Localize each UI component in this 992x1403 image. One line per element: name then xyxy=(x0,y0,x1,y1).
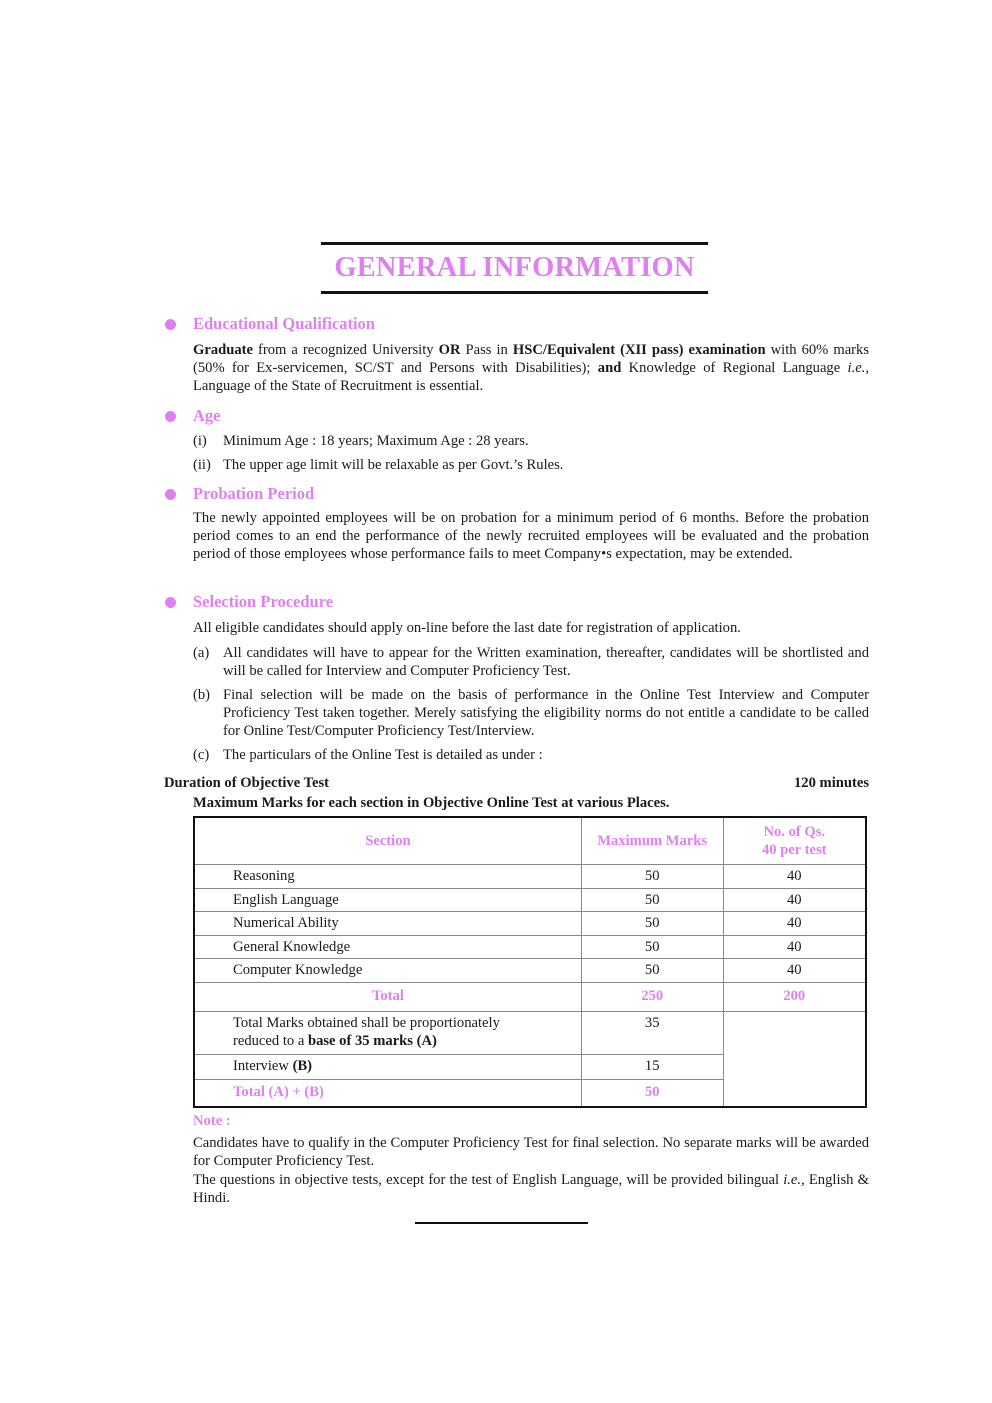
reduced-line2-bold: base of 35 marks (A) xyxy=(307,1032,437,1049)
table-row xyxy=(194,865,866,889)
max-marks-caption: Maximum Marks for each section in Objective Online Test at various Places. xyxy=(193,795,670,811)
header-section: Section xyxy=(194,817,581,865)
title-block xyxy=(321,242,708,294)
cell-marks: 50 xyxy=(581,888,723,912)
note-para-2-text: The questions in objective tests, except for the test of English Language, will be provided bilingual xyxy=(193,1172,784,1188)
cell-section: Numerical Ability xyxy=(194,912,581,936)
table-row xyxy=(194,888,866,912)
item-text: Final selection will be made on the basis of performance in the Online Test Interview and Computer Proficiency Test taken together. Merely satisfying the eligibility norms do not entitle a candidate to be called for Online Test/Computer Proficiency Test/Interview. xyxy=(223,687,869,740)
selection-item xyxy=(193,644,869,680)
grand-total-label: Total (A) + (B) xyxy=(194,1079,581,1107)
bullet-icon xyxy=(165,319,176,330)
text: from a recognized University xyxy=(253,342,439,358)
age-heading-text: Age xyxy=(193,406,221,425)
total-row xyxy=(194,982,866,1011)
page-title: GENERAL INFORMATION xyxy=(334,252,695,283)
total-label: Total xyxy=(194,982,581,1011)
reduced-label xyxy=(194,1011,581,1054)
cell-marks: 50 xyxy=(581,959,723,983)
duration-label: Duration of Objective Test xyxy=(164,775,329,791)
interview-label-bold: (B) xyxy=(292,1058,313,1074)
cell-section: Reasoning xyxy=(194,865,581,889)
header-no-qs-line2: 40 per test xyxy=(761,842,827,858)
text: Language of the State of Recruitment is essential. xyxy=(193,378,484,395)
item-label: (i) xyxy=(193,433,207,449)
selection-item xyxy=(193,746,869,764)
text: Knowledge of Regional Language xyxy=(621,360,848,377)
item-label: (c) xyxy=(193,747,210,763)
education-heading xyxy=(165,314,375,334)
text: with 60% marks (50% for Ex-servicemen, SC/ST and Persons with Disabilities); xyxy=(193,342,870,377)
reduced-row xyxy=(194,1011,866,1054)
interview-label xyxy=(194,1054,581,1079)
empty-merged-cell xyxy=(723,1011,866,1107)
cell-qs: 40 xyxy=(723,912,866,936)
reduced-line1: Total Marks obtained shall be proportionately xyxy=(233,1014,500,1031)
selection-heading-text: Selection Procedure xyxy=(193,592,334,611)
total-qs: 200 xyxy=(723,982,866,1011)
note-para-2 xyxy=(193,1171,869,1207)
cell-section: English Language xyxy=(194,888,581,912)
item-label: (b) xyxy=(193,687,211,703)
cell-marks: 50 xyxy=(581,865,723,889)
reduced-line2: reduced to a xyxy=(233,1032,308,1049)
cell-section: General Knowledge xyxy=(194,935,581,959)
cell-marks: 50 xyxy=(581,935,723,959)
bullet-icon xyxy=(165,489,176,500)
cell-qs: 40 xyxy=(723,959,866,983)
duration-row xyxy=(164,774,869,792)
table-header-row xyxy=(194,817,866,865)
item-text: Minimum Age : 18 years; Maximum Age : 28 years. xyxy=(223,433,529,449)
education-heading-text: Educational Qualification xyxy=(193,314,375,333)
cell-qs: 40 xyxy=(723,935,866,959)
text-italic: i.e., xyxy=(847,360,870,377)
age-item xyxy=(193,432,869,450)
item-text: The particulars of the Online Test is detailed as under : xyxy=(223,747,543,763)
age-heading xyxy=(165,406,221,426)
education-text xyxy=(193,341,869,396)
note-para-2-end: English & Hindi. xyxy=(193,1172,869,1207)
note-heading: Note : xyxy=(193,1113,231,1129)
bullet-icon xyxy=(165,411,176,422)
selection-heading xyxy=(165,592,333,612)
reduced-marks: 35 xyxy=(581,1011,723,1054)
grand-total-marks: 50 xyxy=(581,1079,723,1107)
table-row xyxy=(194,959,866,983)
text-bold: HSC/Equivalent (XII pass) examination xyxy=(512,342,766,358)
cell-marks: 50 xyxy=(581,912,723,936)
table-row xyxy=(194,912,866,936)
item-label: (ii) xyxy=(193,457,211,473)
probation-heading-text: Probation Period xyxy=(193,484,315,503)
header-no-qs-line1: No. of Qs. xyxy=(763,824,826,840)
item-label: (a) xyxy=(193,645,210,661)
age-item xyxy=(193,456,869,474)
item-text: The upper age limit will be relaxable as per Govt.’s Rules. xyxy=(223,457,564,473)
duration-value: 120 minutes xyxy=(794,775,869,791)
marks-table xyxy=(193,816,867,1108)
probation-heading xyxy=(165,484,314,504)
total-marks: 250 xyxy=(581,982,723,1011)
item-text: All candidates will have to appear for the Written examination, thereafter, candidates will be shortlisted and will be called for Interview and Computer Proficiency Test. xyxy=(223,645,869,680)
cell-section: Computer Knowledge xyxy=(194,959,581,983)
interview-label-text: Interview xyxy=(233,1058,293,1074)
title-bottom-rule xyxy=(321,291,708,294)
text-bold: and xyxy=(597,360,622,377)
cell-qs: 40 xyxy=(723,888,866,912)
bullet-icon xyxy=(165,597,176,608)
selection-item xyxy=(193,686,869,741)
text: Pass in xyxy=(460,342,513,358)
text-bold: OR xyxy=(438,342,461,358)
header-no-qs xyxy=(723,817,866,865)
interview-marks: 15 xyxy=(581,1054,723,1079)
text-bold: Graduate xyxy=(193,342,253,358)
cell-qs: 40 xyxy=(723,865,866,889)
header-max-marks: Maximum Marks xyxy=(581,817,723,865)
table-row xyxy=(194,935,866,959)
probation-text: The newly appointed employees will be on probation for a minimum period of 6 months. Before the probation period comes to an end the performance of the newly recruited employees will be evaluated and the probation period of those employees whose performance fails to meet Company•s expectation, may be extended. xyxy=(193,510,869,563)
selection-intro: All eligible candidates should apply on-line before the last date for registration of application. xyxy=(193,620,741,636)
note-para-1: Candidates have to qualify in the Computer Proficiency Test for final selection. No separate marks will be awarded for Computer Proficiency Test. xyxy=(193,1135,869,1170)
note-para-2-italic: i.e., xyxy=(783,1172,805,1188)
end-rule xyxy=(415,1222,588,1224)
